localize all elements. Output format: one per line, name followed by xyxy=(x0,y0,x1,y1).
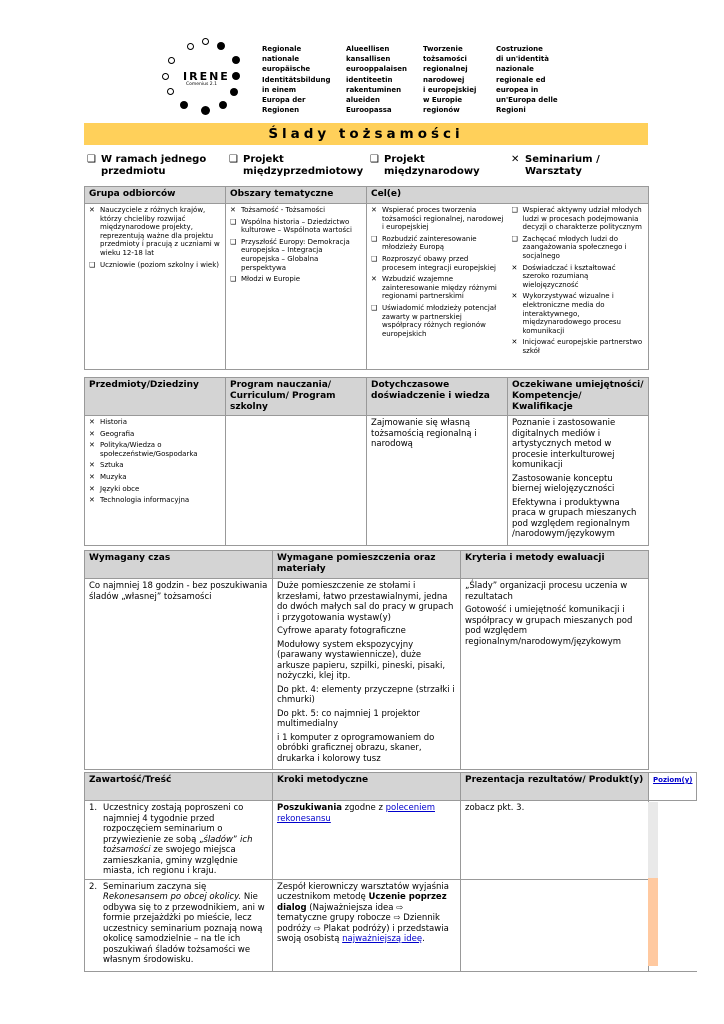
goal-item: ✕ Wzbudzić wzajemne zainteresowanie między różnymi regionami partnerskimi xyxy=(371,275,497,301)
goal-item: ✕ Inicjować europejskie partnerstwo szkół xyxy=(511,338,643,355)
subject-item: ✕ Historia xyxy=(89,418,127,426)
room-item: Modułowy system ekspozycyjny (parawany wystawiennicze), duże arkusze papieru, szpilki, pineski, pisaki, nożyczki, klej itp. xyxy=(277,639,446,681)
table-requirements xyxy=(84,550,649,770)
steps-cell-1: Poszukiwania zgodne z poleceniem rekonesansu xyxy=(273,801,461,880)
skill-item: Zastosowanie konceptu biernej wielojęzyczności xyxy=(512,473,615,494)
type-option[interactable]: ❑ Projekt międzynarodowy xyxy=(370,154,480,177)
subjects-list xyxy=(85,416,226,546)
side-bar-indicator xyxy=(648,802,658,966)
header-curriculum: Program nauczania/ Curriculum/ Program szkolny xyxy=(226,378,367,416)
header-col-it: Costruzione di un'identità nazionale regionale ed europea in un'Europa delle Regioni xyxy=(496,45,558,115)
results-cell-2 xyxy=(461,879,649,971)
goals-list-b xyxy=(508,204,649,370)
goal-item: ✕ Wspierać proces tworzenia tożsamości regionalnej, narodowej i europejskiej xyxy=(371,206,504,232)
goals-list-a xyxy=(367,204,508,370)
subject-item: ✕ Języki obce xyxy=(89,484,140,493)
header-areas: Obszary tematyczne xyxy=(226,187,367,204)
type-option[interactable]: ❑ W ramach jednego przedmiotu xyxy=(87,154,207,177)
skill-item: Efektywna i produktywna praca w grupach mieszanych pod względem regionalnym /narodowym/językowym xyxy=(512,497,637,539)
goal-item: ❑ Uświadomić młodzieży potencjał zawarty w partnerskiej współpracy różnych regionów europejskich xyxy=(371,303,497,338)
experience-cell: Zajmowanie się własną tożsamością regionalną i narodową xyxy=(367,416,508,546)
header-skills: Oczekiwane umiejętności/ Kompetencje/ Kwalifikacje xyxy=(508,378,649,416)
table-subjects xyxy=(84,377,649,546)
group-item: ✕ Nauczyciele z różnych krajów, którzy chcieliby rozwijać międzynarodowe projekty, reprezentują ważne dla projektu przedmioty i pracują z uczniami w wieku 12-18 lat xyxy=(89,206,220,257)
content-cell-2: 2. Seminarium zaczyna się Rekonesansem po obcej okolicy. Nie odbywa się to z przewodnikiem, ani w formie przejażdżki po mieście, lecz uczestnicy seminarium poznają nową okolicę samodzielnie – na tle ich poszukiwań śladów tożsamości we własnym środowisku. xyxy=(85,879,273,971)
header-subjects: Przedmioty/Dziedziny xyxy=(85,378,226,416)
levels-cell xyxy=(649,773,697,801)
header-col-pl: Tworzenie tożsamości regionalnej narodowej i europejskiej w Europie regionów xyxy=(423,45,477,115)
content-cell-1: 1. Uczestnicy zostają poproszeni co najmniej 4 tygodnie przed rozpoczęciem seminarium o przywiezienie ze sobą „śladów” ich tożsamości ze swojego miejsca zamieszkania, gminy względnie miasta, ich regionu i kraju. xyxy=(85,801,273,880)
header-goals: Cel(e) xyxy=(367,187,649,204)
key-idea-link[interactable]: najważniejszą ideę xyxy=(342,934,423,944)
criteria-item: Gotowość i umiejętność komunikacji i współpracy w grupach mieszanych pod pod względem regionalnym/narodowym/językowym xyxy=(465,605,633,647)
header-criteria: Kryteria i metody ewaluacji xyxy=(461,551,649,579)
results-cell-1: zobacz pkt. 3. xyxy=(461,801,649,880)
group-item: ❑ Uczniowie (poziom szkolny i wiek) xyxy=(89,260,220,269)
goal-item: ❑ Rozbudzić zainteresowanie młodzieży Europą xyxy=(371,234,477,252)
goal-item: ✕ Wykorzystywać wizualne i elektroniczne media do interaktywnego, międzynarodowego procesu komunikacji xyxy=(511,292,621,335)
subject-item: ✕ Geografia xyxy=(89,429,135,438)
rooms-cell xyxy=(273,579,461,770)
criteria-item: „Ślady” organizacji procesu uczenia w rezultatach xyxy=(465,581,628,602)
recon-instruction-link[interactable]: poleceniem rekonesansu xyxy=(277,803,435,824)
logo-title: IRENE xyxy=(183,70,230,83)
side-bar-highlight xyxy=(648,878,658,966)
room-item: Cyfrowe aparaty fotograficzne xyxy=(277,626,406,636)
skills-cell xyxy=(508,416,649,546)
header-group: Grupa odbiorców xyxy=(85,187,226,204)
area-item: ❑ Wspólna historia – Dziedzictwo kulturowe – Wspólnota wartości xyxy=(230,217,352,235)
levels-link[interactable]: Poziom(y) xyxy=(653,776,693,784)
table-steps xyxy=(84,772,697,972)
curriculum-cell xyxy=(226,416,367,546)
header-rooms: Wymagane pomieszczenia oraz materiały xyxy=(273,551,461,579)
goal-item: ❑ Rozproszyć obawy przed procesem integracji europejskiej xyxy=(371,254,496,272)
area-item: ❑ Przyszłość Europy: Demokracja europejska – Integracja europejska – Globalna perspektywa xyxy=(230,237,350,272)
goal-item: ✕ Doświadczać i kształtować szeroko rozumianą wielojęzyczność xyxy=(511,263,616,289)
group-list xyxy=(85,204,226,370)
goal-item: ❑ Zachęcać młodych ludzi do zaangażowania społecznego i socjalnego xyxy=(511,234,627,260)
page-title: Ślady tożsamości xyxy=(84,123,648,145)
type-option[interactable]: ❑ Projekt międzyprzedmiotowy xyxy=(229,154,364,177)
room-item: i 1 komputer z oprogramowaniem do obróbki graficznej obrazu, skaner, drukarka i kolorowy tusz xyxy=(277,732,435,764)
steps-cell-2: Zespół kierowniczy warsztatów wyjaśnia uczestnikom metodę Uczenie poprzez dialog (Najważniejsza idea ⇨ tematyczne grupy robocze ⇨ Dziennik podróży ⇨ Plakat podróży) i przedstawia swoją osobistą najważniejszą ideę. xyxy=(273,879,461,971)
area-item: ✕ Tożsamość - Tożsamości xyxy=(230,206,326,214)
header-steps: Kroki metodyczne xyxy=(273,773,461,801)
subject-item: ✕ Technologia informacyjna xyxy=(89,496,190,505)
type-option[interactable]: ✕ Seminarium / Warsztaty xyxy=(511,154,600,177)
subject-item: ✕ Muzyka xyxy=(89,472,127,481)
goal-item: ❑ Wspierać aktywny udział młodych ludzi w procesach podejmowania decyzji o charakterze politycznym xyxy=(511,206,642,232)
header-content: Zawartość/Treść xyxy=(85,773,273,801)
subject-item: ✕ Sztuka xyxy=(89,461,124,470)
table-target-group xyxy=(84,186,649,370)
criteria-cell xyxy=(461,579,649,770)
room-item: Do pkt. 5: co najmniej 1 projektor multimedialny xyxy=(277,708,420,729)
skill-item: Poznanie i zastosowanie digitalnych mediów i artystycznych metod w procesie interkulturowej komunikacji xyxy=(512,418,616,470)
room-item: Do pkt. 4: elementy przyczepne (strzałki i chmurki) xyxy=(277,684,455,705)
subject-item: ✕ Polityka/Wiedza o społeczeństwie/Gospodarka xyxy=(89,441,198,458)
area-item: ❑ Młodzi w Europie xyxy=(230,275,301,284)
header-col-de: Regionale nationale europäische Identitätsbildung in einem Europa der Regionen xyxy=(262,45,331,115)
room-item: Duże pomieszczenie ze stołami i krzesłami, łatwo przestawialnymi, jedna do dwóch małych sal do pracy w grupach i przygotowania wystaw(y) xyxy=(277,581,454,623)
logo-subtitle: Comenius 2.1 xyxy=(186,82,217,87)
header-col-fi: Alueellisen kansallisen eurooppalaisen identiteetin rakentuminen alueiden Euroopassa xyxy=(346,45,407,115)
header-results: Prezentacja rezultatów/ Produkt(y) xyxy=(461,773,649,801)
header-time: Wymagany czas xyxy=(85,551,273,579)
header-experience: Dotychczasowe doświadczenie i wiedza xyxy=(367,378,508,416)
areas-list xyxy=(226,204,367,370)
time-cell: Co najmniej 18 godzin - bez poszukiwania śladów „własnej” tożsamości xyxy=(85,579,273,770)
